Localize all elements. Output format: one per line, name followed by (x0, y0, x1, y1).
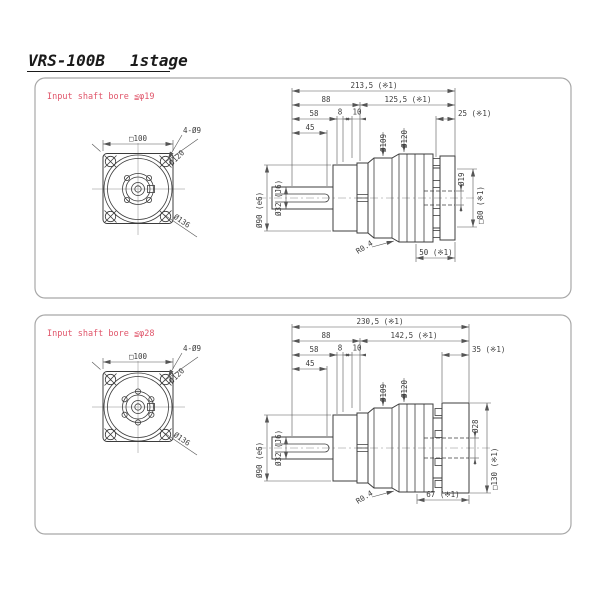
dim-outer-circle-label: Ø136 (171, 212, 192, 230)
fillet-leader (372, 491, 394, 497)
dim-flange: □80 (※1) (476, 186, 485, 224)
panel2-dia-dims (255, 378, 409, 506)
dim-dia109: Ø109 (379, 383, 388, 402)
panel1-dia-dims (255, 128, 409, 256)
dim-45: 45 (305, 359, 315, 368)
title-stage: 1stage (130, 51, 188, 70)
dim-flange: □130 (※1) (490, 447, 499, 490)
collar-serration (357, 445, 368, 452)
corner-leader (92, 362, 101, 370)
dim-fillet: R0.4 (354, 488, 375, 506)
dim-square-label: □100 (128, 352, 148, 361)
dim-holes-label: 4-Ø9 (183, 126, 202, 135)
title-block (27, 51, 188, 72)
dim-45: 45 (305, 123, 315, 132)
dim-8: 8 (337, 343, 343, 353)
dim-bolt-circle-label: Ø120 (167, 366, 187, 386)
dim-dia109: Ø109 (379, 133, 388, 152)
dim-outer-circle-label: Ø136 (171, 430, 192, 448)
dim-58: 58 (309, 109, 319, 118)
dim-right: 142,5 (※1) (390, 331, 438, 340)
dim-total: 230,5 (※1) (356, 317, 404, 326)
panel2-side-view (255, 317, 505, 506)
dim-bore: Ø28 (471, 419, 480, 433)
dim-dia32: Ø32 (J6) (274, 429, 283, 466)
dim-dia90: Ø90 (e6) (255, 441, 264, 478)
dim-holes-label: 4-Ø9 (183, 344, 202, 353)
dim-dia120: Ø120 (400, 379, 409, 398)
dim-bottom: 67 (※1) (426, 490, 460, 499)
panel1-bottom-dim (416, 242, 455, 262)
dim-square-label: □100 (128, 134, 148, 143)
dim-left: 88 (321, 95, 331, 104)
dim-bottom: 50 (※1) (419, 248, 453, 257)
dim-dia120: Ø120 (400, 129, 409, 148)
dim-10: 10 (352, 343, 362, 353)
collar-serration (357, 195, 368, 202)
dim-dia32: Ø32 (J6) (274, 179, 283, 216)
corner-leader (92, 144, 101, 152)
dim-bore: Ø19 (457, 172, 466, 186)
dim-fillet: R0.4 (354, 238, 375, 256)
panel2-note: Input shaft bore ≦φ28 (47, 329, 155, 339)
fillet-leader (372, 241, 394, 247)
dim-25: 35 (※1) (472, 345, 506, 354)
dim-dia90: Ø90 (e6) (255, 191, 264, 228)
panel1-note: Input shaft bore ≦φ19 (47, 92, 155, 102)
panel-1 (35, 78, 571, 298)
dim-10: 10 (352, 107, 362, 117)
dim-bolt-circle-label: Ø120 (167, 148, 187, 168)
dim-left: 88 (321, 331, 331, 340)
panel1-front-view (92, 126, 201, 237)
dim-58: 58 (309, 345, 319, 354)
panel2-front-view (92, 344, 201, 455)
dim-right: 125,5 (※1) (384, 95, 432, 104)
panel1-side-view (255, 81, 491, 262)
title-model: VRS-100B (28, 51, 106, 70)
dim-25: 25 (※1) (458, 109, 492, 118)
panel-2 (35, 315, 571, 534)
dim-total: 213,5 (※1) (350, 81, 398, 90)
dim-8: 8 (337, 107, 343, 117)
